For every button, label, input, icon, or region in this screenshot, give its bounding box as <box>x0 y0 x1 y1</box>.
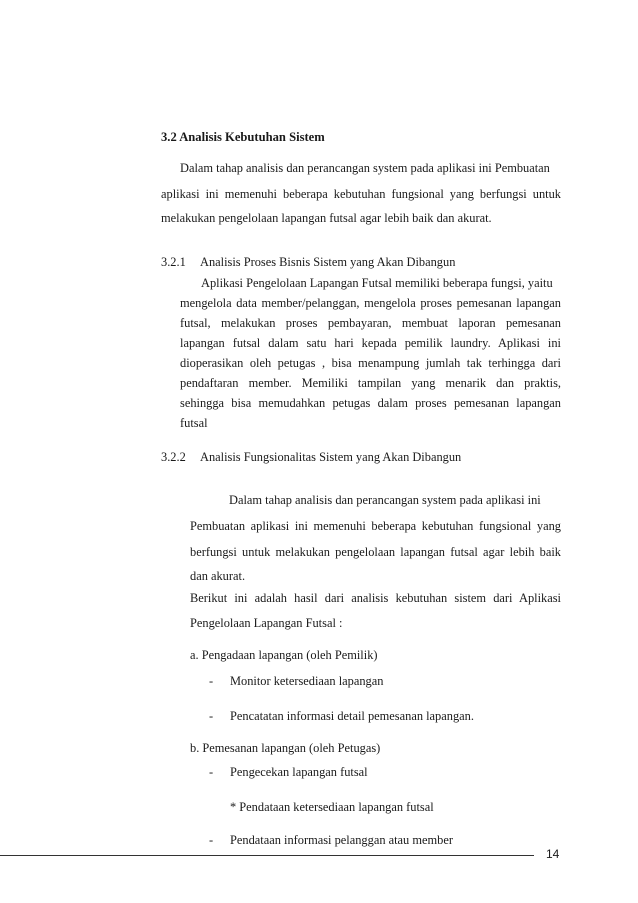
sub2-para-line-2: Pembuatan aplikasi ini memenuhi beberapa kebutuhan fungsional yang <box>190 519 561 533</box>
sub1-line-3: futsal, melakukan proses pembayaran, membuat laporan pemesanan <box>180 316 561 330</box>
dash-bullet: - <box>209 833 214 847</box>
sub1-line-2: mengelola data member/pelanggan, mengelola proses pemesanan lapangan <box>180 296 561 310</box>
subsection-title: Analisis Proses Bisnis Sistem yang Akan Dibangun <box>200 255 456 269</box>
list-subsubitem: * Pendataan ketersediaan lapangan futsal <box>230 800 434 814</box>
list-subitem: Monitor ketersediaan lapangan <box>230 674 384 688</box>
page-number: 14 <box>546 847 560 861</box>
dash-bullet: - <box>209 709 214 723</box>
list-subitem: Pendataan informasi pelanggan atau member <box>230 833 453 847</box>
sub2-para-line-1: Dalam tahap analisis dan perancangan system pada aplikasi ini <box>229 493 541 507</box>
sub1-line-6: pendaftaran member. Memiliki tampilan yang menarik dan praktis, <box>180 376 561 390</box>
sub1-line-7: sehingga bisa memudahkan petugas dalam proses pemesanan lapangan <box>180 396 561 410</box>
dash-bullet: - <box>209 765 214 779</box>
intro-line-1: Dalam tahap analisis dan perancangan system pada aplikasi ini Pembuatan <box>180 161 550 175</box>
intro-line-3: melakukan pengelolaan lapangan futsal agar lebih baik dan akurat. <box>161 211 492 225</box>
sub1-line-8: futsal <box>180 416 208 430</box>
list-subitem: Pengecekan lapangan futsal <box>230 765 368 779</box>
subsection-number: 3.2.1 <box>161 255 186 269</box>
sub2-para-line-3: berfungsi untuk melakukan pengelolaan lapangan futsal agar lebih baik <box>190 545 561 559</box>
sub1-line-5: dioperasikan oleh petugas , bisa menampung jumlah tak terhingga dari <box>180 356 561 370</box>
subsection-number: 3.2.2 <box>161 450 186 464</box>
list-item-a: a. Pengadaan lapangan (oleh Pemilik) <box>190 648 378 662</box>
intro-line-2: aplikasi ini memenuhi beberapa kebutuhan fungsional yang berfungsi untuk <box>161 187 561 201</box>
sub2-result-line-1: Berikut ini adalah hasil dari analisis kebutuhan sistem dari Aplikasi <box>190 591 561 605</box>
sub2-result-line-2: Pengelolaan Lapangan Futsal : <box>190 616 343 630</box>
sub1-line-4: lapangan futsal dalam satu hari kepada pemilik laundry. Aplikasi ini <box>180 336 561 350</box>
section-title: 3.2 Analisis Kebutuhan Sistem <box>161 130 325 144</box>
subsection-title: Analisis Fungsionalitas Sistem yang Akan Dibangun <box>200 450 462 464</box>
list-item-b: b. Pemesanan lapangan (oleh Petugas) <box>190 741 381 755</box>
footer-rule <box>0 855 534 856</box>
sub1-line-1: Aplikasi Pengelolaan Lapangan Futsal memiliki beberapa fungsi, yaitu <box>201 276 553 290</box>
list-subitem: Pencatatan informasi detail pemesanan lapangan. <box>230 709 474 723</box>
sub2-para-line-4: dan akurat. <box>190 569 246 583</box>
dash-bullet: - <box>209 674 214 688</box>
